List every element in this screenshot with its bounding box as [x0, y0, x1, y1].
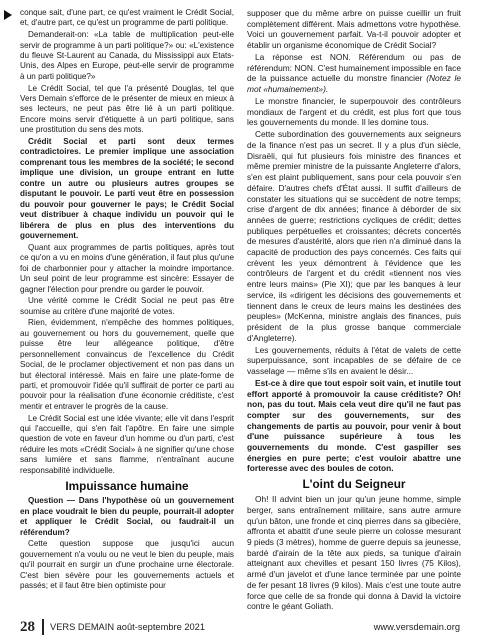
paragraph: supposer que du même arbre on puisse cueillir un fruit complètement différent. Mais admettons votre hypothèse. Voici un gouvernement parfait. Va-t-il pouvoir adopter et établir un organisme économique de Crédit Social? [247, 8, 461, 51]
paragraph: Les gouvernements, réduits à l'état de valets de cette superpuissance, sont incapables de se défaire de ce vasselage — même s'ils en avaient le désir... [247, 344, 461, 376]
left-column [20, 8, 234, 592]
paragraph: Le Crédit Social, tel que l'a présenté Douglas, tel que Vers Demain s'efforce de le présenter de mieux en mieux à ses lecteurs, ne peut pas être lié à un parti politique. Encore moins servir d'étiquette à un parti politique, sans une prostitution du sens des mots. [20, 83, 234, 135]
section-heading-impuissance: Impuissance humaine [65, 479, 189, 494]
paragraph [247, 52, 461, 95]
paragraph: Cette question suppose que jusqu'ici aucun gouvernement n'a voulu ou ne veut le bien du peuple, mais qu'il pourrait en surgir un d'une prochaine urne électorale. C'est bien sévère pour les gouvernements actuels et passés; et il faut être bien optimiste pour [20, 539, 234, 591]
paragraph: Demanderait-on: «La table de multiplication peut-elle servir de programme à un parti politique?» ou: «L'existence du fleuve St-Laurent au Canada, du Mississippi aux Etats-Unis, des Alpes en Europe, peut-elle servir de programme à un parti politique?» [20, 30, 234, 81]
paragraph: Rien, évidemment, n'empêche des hommes politiques, au gouvernement ou hors du gouvernement, quelle que puisse être leur allégeance politique, d'être personnellement convaincus de l'excellence du Crédit Social, de le proclamer objectivement et non pas dans un but électoral intéressé. Mais en faire une plate-forme de parti, et promouvoir l'idée qu'il suffirait de porter ce parti au pouvoir pour la réalisation d'une économie créditiste, c'est mentir et entraver le progrès de la cause. [20, 318, 234, 411]
paragraph: Cette subordination des gouvernements aux seigneurs de la finance n'est pas un secret. Il y a plus d'un siècle, Disraëli, qui fut plusieurs fois ministre des finances et même premier ministre de la puissante Angleterre d'alors, s'en est plaint publiquement, sans pour cela pouvoir s'en défaire. D'autres chefs d'État aussi. Il suffit d'ailleurs de constater les situations qui se succèdent de notre temps; crise d'argent de dix années; finance à déborder de six années de guerre; restrictions cycliques de crédit; dettes publiques perpétuelles et croissantes; décrets concertés de mesures d'austérité, alors que rien n'a diminué dans la capacité de production des pays concernés. Ces faits qui crèvent les yeux démontrent à l'évidence que les contrôleurs de l'argent et du crédit «tiennent nos vies entre leurs mains» (Pie XI); que par les banques à leur service, ils «dirigent les décisions des gouvernements et tiennent dans le creux de leurs mains les destinées des peuples» (McKenna, ministre anglais des finances, puis président de la plus grosse banque commerciale d'Angleterre). [247, 129, 461, 343]
page-footer [0, 617, 480, 639]
paragraph: conque sait, d'une part, ce qu'est vraiment le Crédit Social, et, d'autre part, ce qu'est un programme de parti politique. [20, 8, 234, 28]
bold-paragraph: Crédit Social et parti sont deux termes contradictoires. Le premier implique une association comprenant tous les membres de la société; le second implique une division, un groupe entrant en lutte contre un autre ou plusieurs autres groupes se disputant le pouvoir. Le parti veut être en possession du pouvoir pour gouverner le pays; le Crédit Social veut distribuer à chaque individu un pouvoir qui le libérera de plus en plus des interventions du gouvernement. [20, 137, 234, 241]
paragraph: Oh! Il advint bien un jour qu'un jeune homme, simple berger, sans entraînement militaire, sans autre armure qu'un bâton, une fronde et cinq pierres dans sa gibecière, affronta et abattit d'une seule pierre un colosse mesurant 9 pieds (3 mètres), homme de guerre depuis sa jeunesse, bardé d'airain de la tête aux pieds, sa tunique d'airain atteignant aux chevilles et pesant 150 livres (75 Kilos), armé d'un javelot et d'une lance terminée par une pointe de fer pesant 18 livres (9 kilos). Mais c'est une toute autre force que celle de sa fronde qui donna à David la victoire contre le géant Goliath. [247, 494, 461, 612]
right-column [247, 8, 461, 612]
continuation-arrow-icon [4, 10, 12, 20]
footer-divider [42, 619, 44, 635]
question-paragraph: Question — Dans l'hypothèse où un gouvernement en place voudrait le bien du peuple, pourrait-il adopter et appliquer le Crédit Social, ou faudrait-il un référendum? [20, 496, 234, 537]
emphasis-note: (Notez le mot «humainement»). [247, 73, 462, 95]
paragraph: Une vérité comme le Crédit Social ne peut pas être soumise au critère d'une majorité de votes. [20, 296, 234, 316]
bold-paragraph: Est-ce à dire que tout espoir soit vain, et inutile tout effort apporté à promouvoir la cause créditiste? Oh! non, pas du tout. Mais cela veut dire qu'il ne faut pas compter sur des gouvernements, sur des changements de partis au pouvoir, pour venir à bout d'une puissance supérieure à tous les gouvernements du monde. C'est gaspiller ses énergies en pure perte; c'est vouloir abattre une forteresse avec des boules de coton. [247, 377, 461, 474]
magazine-issue: VERS DEMAIN août-septembre 2021 [50, 622, 206, 632]
paragraph-text: La réponse est NON. Référendum ou pas de référendum: NON. C'est humainement impossible en face de la puissance actuelle du monstre financier [247, 52, 461, 84]
section-heading-oint: L'oint du Seigneur [302, 477, 406, 492]
page-number: 28 [20, 619, 35, 635]
website-url: www.versdemain.org [373, 622, 460, 632]
paragraph: Le monstre financier, le superpouvoir des contrôleurs mondiaux de l'argent et du crédit, est plus fort que tous les gouvernements du monde. Il les domine tous. [247, 96, 461, 128]
paragraph: Quant aux programmes de partis politiques, après tout ce qu'on a vu en moins d'une génération, il faut plus qu'une foi de charbonnier pour y attacher la moindre importance. Un seul point de leur programme est sincère: Essayer de gagner l'élection pour prendre ou garder le pouvoir. [20, 242, 234, 294]
paragraph: Le Crédit Social est une idée vivante; elle vit dans l'esprit qui l'accueille, qui s'en fait l'apôtre. En faire une simple question de vote en faveur d'un homme ou d'un parti, c'est réduire les mots «Crédit Social» à ne signifier qu'une chose sans lumière et sans flamme, n'entraînant aucune responsabilité individuelle. [20, 413, 234, 475]
